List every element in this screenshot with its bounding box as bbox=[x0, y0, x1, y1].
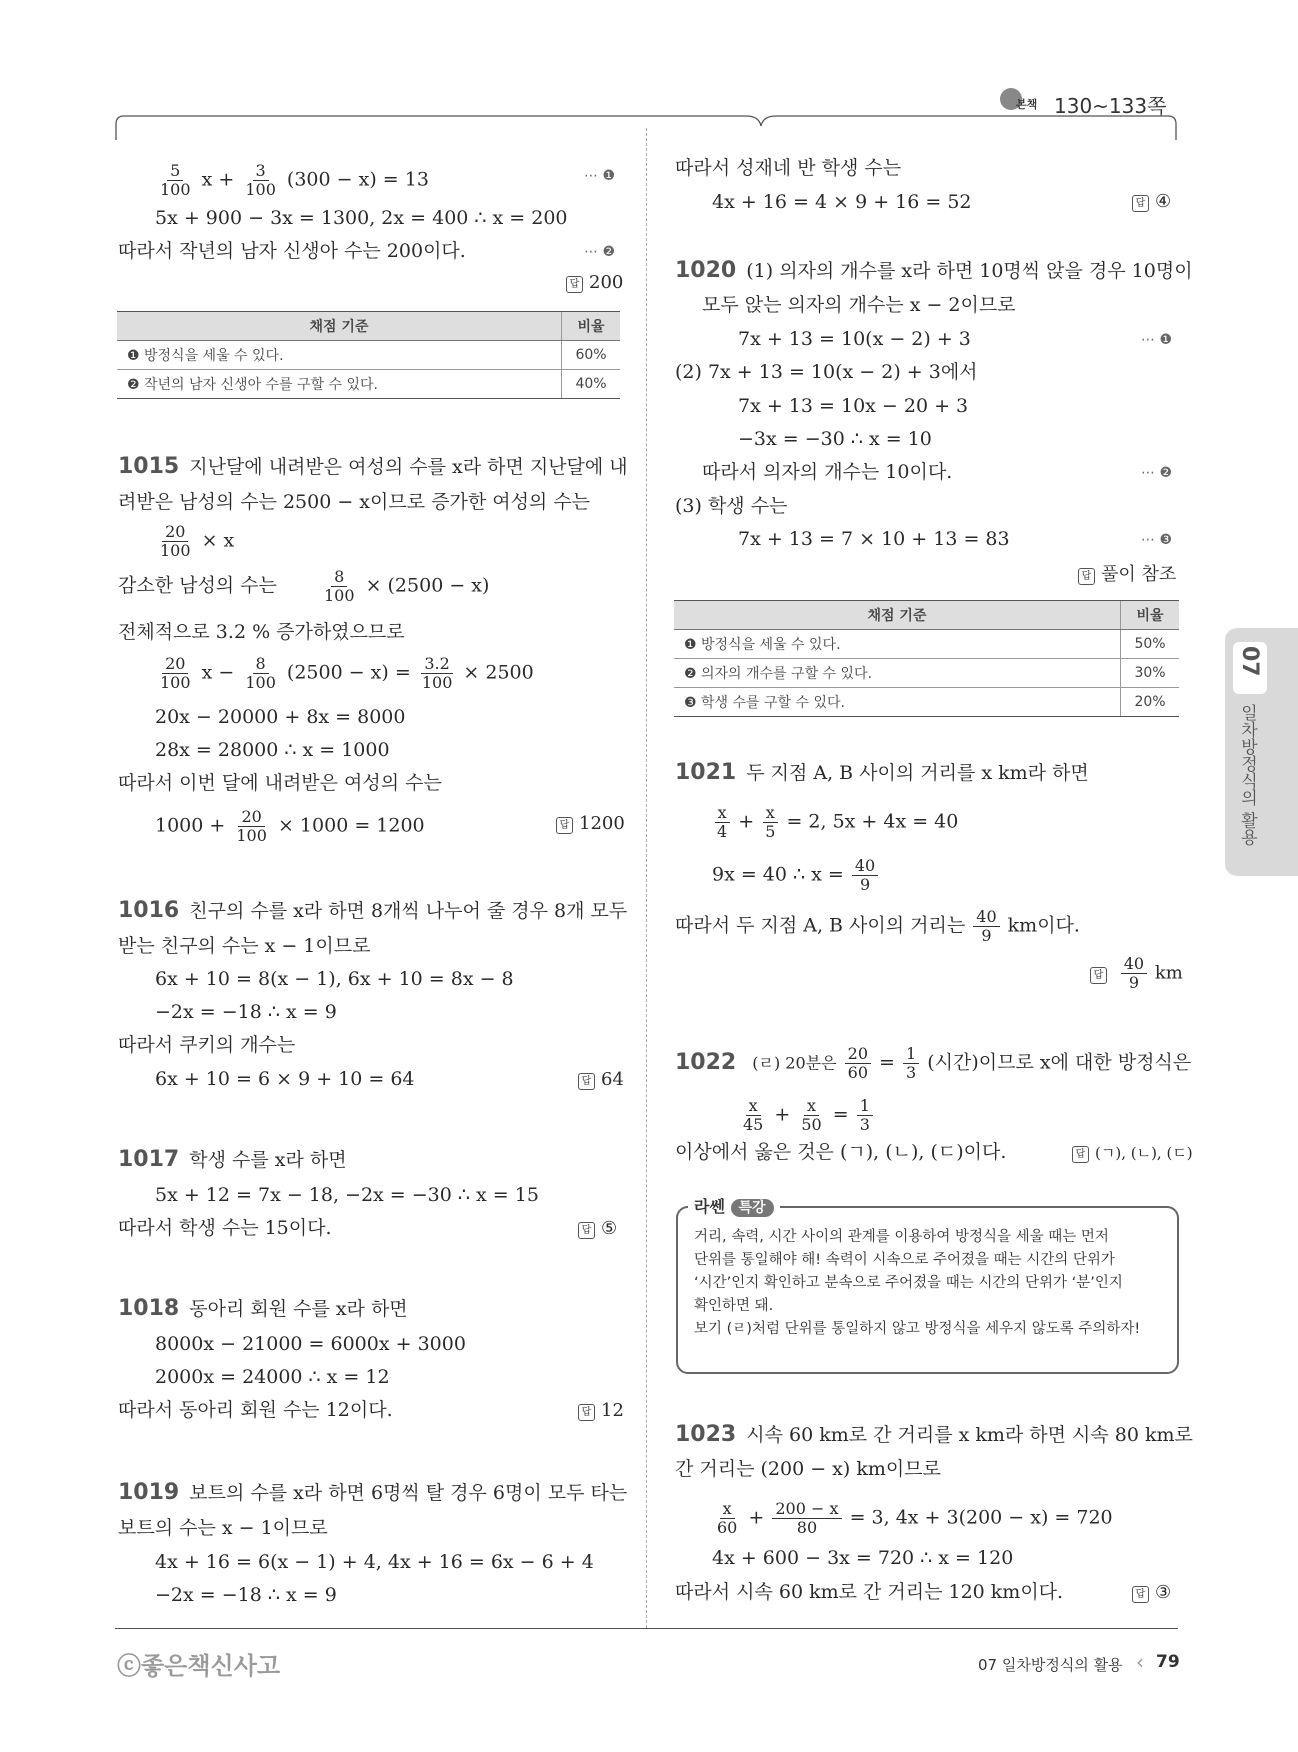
answer-1014: 답 200 bbox=[566, 272, 623, 293]
answer-icon: 답 bbox=[556, 817, 573, 834]
table-row: ❶ 방정식을 세울 수 있다. 60% bbox=[117, 341, 620, 370]
publisher-logo: ⓒ좋은책신사고 bbox=[117, 1652, 281, 1680]
chevron-left-icon: ‹ bbox=[1136, 1650, 1144, 1674]
chapter-number: 07 bbox=[1237, 646, 1262, 677]
answer-icon: 답 bbox=[566, 276, 583, 293]
column-divider bbox=[646, 128, 647, 1628]
page-range: 130~133쪽 bbox=[1054, 94, 1167, 118]
step-marker: ⋯ ❶ bbox=[584, 168, 616, 184]
answer-1022: 답 (ㄱ), (ㄴ), (ㄷ) bbox=[1072, 1142, 1193, 1163]
answer-icon: 답 bbox=[1090, 967, 1107, 984]
tip-box bbox=[676, 1197, 1179, 1374]
step-marker: ⋯ ❶ bbox=[1141, 332, 1173, 348]
tip-line: ‘시간’인지 확인하고 분속으로 주어졌을 때는 시간의 단위가 ‘분’인지 bbox=[694, 1275, 1123, 1291]
table-row: ❷ 의자의 개수를 구할 수 있다. 30% bbox=[674, 659, 1179, 688]
grading-table-1020: 채점 기준 비율 ❶ 방정식을 세울 수 있다. 50% ❷ 의자의 개수를 구할 수 있다. 30% ❸ 학생 수를 구할 수 있다. 20% bbox=[674, 600, 1179, 717]
answer-icon: 답 bbox=[578, 1404, 595, 1421]
chapter-title: 일차방정식의 활용 bbox=[1237, 704, 1257, 846]
answer-icon: 답 bbox=[1132, 195, 1149, 212]
step-marker: ⋯ ❷ bbox=[1141, 465, 1173, 481]
page-number: 79 bbox=[1156, 1652, 1180, 1672]
footer-rule bbox=[115, 1628, 1178, 1629]
answer-1016: 답 64 bbox=[578, 1069, 624, 1090]
answer-1015: 답 1200 bbox=[556, 813, 625, 834]
step-marker: ⋯ ❷ bbox=[584, 244, 616, 260]
chapter-side-tab[interactable] bbox=[1225, 628, 1298, 876]
table-row: ❸ 학생 수를 구할 수 있다. 20% bbox=[674, 688, 1179, 717]
answer-icon: 답 bbox=[1078, 568, 1095, 585]
table-row: ❷ 작년의 남자 신생아 수를 구할 수 있다. 40% bbox=[117, 370, 620, 399]
header-rule bbox=[115, 112, 1180, 142]
answer-1017: 답 ⑤ bbox=[578, 1218, 617, 1239]
grading-table-1014: 채점 기준 비율 ❶ 방정식을 세울 수 있다. 60% ❷ 작년의 남자 신생아 수를 구할 수 있다. 40% bbox=[117, 311, 620, 399]
tip-line: 단위를 통일해야 해! 속력이 시속으로 주어졌을 때는 시간의 단위가 bbox=[694, 1252, 1115, 1268]
table-row: ❶ 방정식을 세울 수 있다. 50% bbox=[674, 630, 1179, 659]
tip-line: 거리, 속력, 시간 사이의 관계를 이용하여 방정식을 세울 때는 먼저 bbox=[694, 1229, 1109, 1245]
answer-1023: 답 ③ bbox=[1132, 1582, 1171, 1603]
answer-1018: 답 12 bbox=[578, 1400, 624, 1421]
answer-icon: 답 bbox=[578, 1222, 595, 1239]
answer-icon: 답 bbox=[578, 1073, 595, 1090]
footer-chapter: 07 일차방정식의 활용 bbox=[978, 1656, 1123, 1674]
tip-line: 확인하면 돼. bbox=[694, 1298, 774, 1314]
answer-icon: 답 bbox=[1072, 1146, 1089, 1163]
answer-1019: 답 ④ bbox=[1132, 191, 1171, 212]
answer-1020: 답 풀이 참조 bbox=[1078, 560, 1176, 586]
book-label: 본책 bbox=[1016, 98, 1038, 111]
answer-icon: 답 bbox=[1132, 1586, 1149, 1603]
answer-1021: 답 $\frac{40}{9}$ km bbox=[1090, 955, 1183, 992]
step-marker: ⋯ ❸ bbox=[1141, 532, 1173, 548]
tip-line: 보기 (ㄹ)처럼 단위를 통일하지 않고 방정식을 세우지 않도록 주의하자! bbox=[694, 1321, 1141, 1337]
tip-label: 라쎈 특강 bbox=[688, 1194, 780, 1217]
